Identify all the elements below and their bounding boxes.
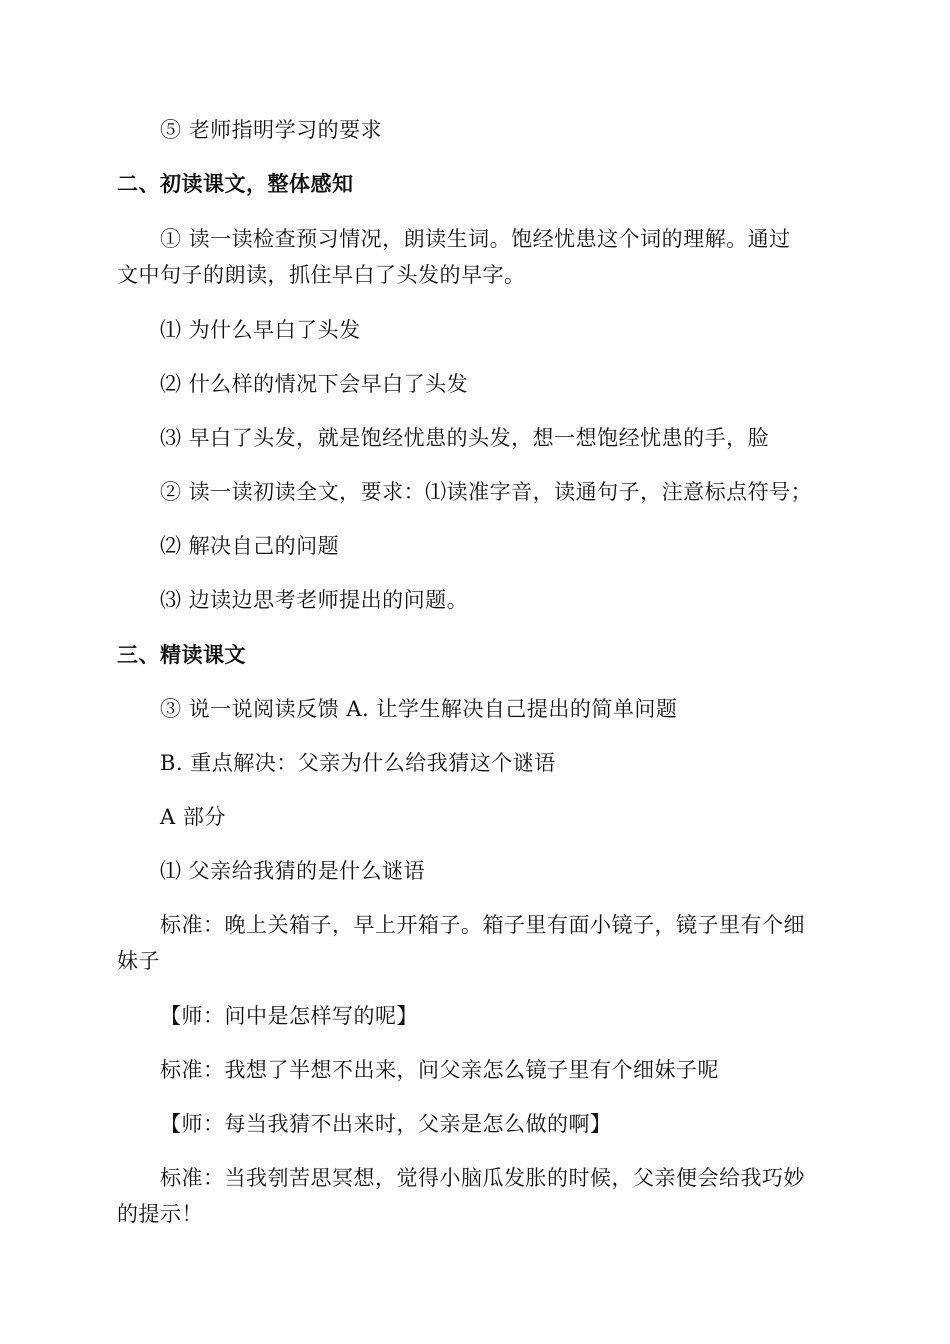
question-3: ⑶ 早白了头发，就是饱经忧患的头发，想一想饱经忧患的手，脸 bbox=[160, 426, 770, 450]
section-heading-2: 二、初读课文，整体感知 bbox=[117, 172, 354, 196]
standard-answer-3-continued: 的提示！ bbox=[117, 1202, 203, 1226]
step-3-reading-feedback: ③ 说一说阅读反馈 A. 让学生解决自己提出的简单问题 bbox=[160, 697, 678, 721]
teacher-prompt-1: 【师：问中是怎样写的呢】 bbox=[160, 1004, 418, 1028]
standard-answer-1: 标准：晚上关箱子，早上开箱子。箱子里有面小镜子，镜子里有个细 bbox=[160, 913, 805, 937]
standard-answer-1-continued: 妹子 bbox=[117, 949, 160, 973]
section-heading-3: 三、精读课文 bbox=[117, 643, 246, 667]
focus-question: B. 重点解决：父亲为什么给我猜这个谜语 bbox=[160, 751, 556, 775]
requirement-2: ⑵ 解决自己的问题 bbox=[160, 534, 340, 558]
step-5-teacher-requirements: ⑤ 老师指明学习的要求 bbox=[160, 118, 383, 142]
standard-answer-3: 标准：当我刳苦思冥想，觉得小脑瓜发胀的时候，父亲便会给我巧妙 bbox=[160, 1166, 805, 1190]
standard-answer-2: 标准：我想了半想不出来，问父亲怎么镜子里有个细妹子呢 bbox=[160, 1058, 719, 1082]
step-2-first-reading: ② 读一读初读全文，要求：⑴读准字音，读通句子，注意标点符号； bbox=[160, 480, 813, 504]
question-2: ⑵ 什么样的情况下会早白了头发 bbox=[160, 372, 469, 396]
part-a-label: A 部分 bbox=[160, 805, 226, 829]
step-1-preview-check: ① 读一读检查预习情况，朗读生词。饱经忧患这个词的理解。通过 bbox=[160, 227, 791, 251]
teacher-prompt-2: 【师：每当我猜不出来时，父亲是怎么做的啊】 bbox=[160, 1112, 612, 1136]
step-1-preview-check-continued: 文中句子的朗读，抓住早白了头发的早字。 bbox=[117, 263, 526, 287]
riddle-question: ⑴ 父亲给我猜的是什么谜语 bbox=[160, 859, 426, 883]
question-1: ⑴ 为什么早白了头发 bbox=[160, 318, 361, 342]
requirement-3: ⑶ 边读边思考老师提出的问题。 bbox=[160, 588, 469, 612]
